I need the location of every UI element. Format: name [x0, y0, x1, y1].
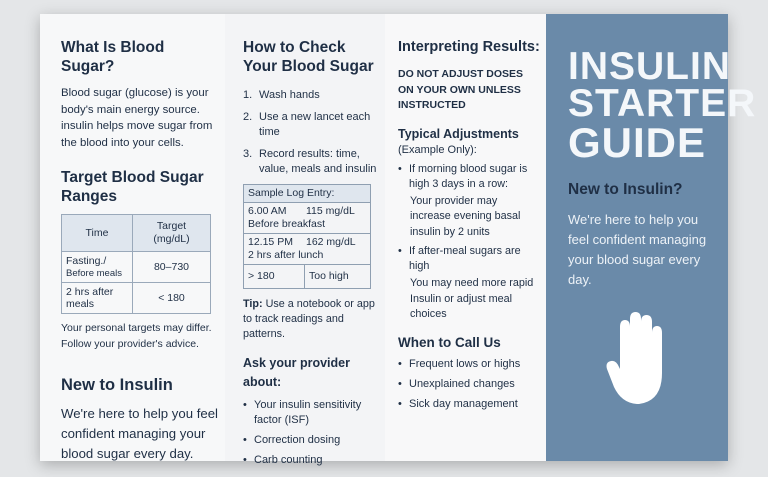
time-label-sub: Before meals — [66, 267, 122, 279]
list-item — [243, 147, 379, 178]
cover-title-line: STARTER — [568, 82, 757, 125]
log-entry — [244, 202, 371, 233]
col-header-target: Target (mg/dL) — [133, 215, 211, 252]
step-number: 1. — [243, 89, 253, 101]
list-item: • Your insulin sensitivity factor (ISF) — [243, 398, 379, 428]
log-note: Before breakfast — [248, 217, 326, 230]
new-to-insulin-body: We're here to help you feel confident managing your blood sugar every day. — [61, 406, 218, 461]
example-only-note: (Example Only): — [398, 143, 477, 156]
step-number: 2. — [243, 110, 253, 123]
interpreting-heading: Interpreting Results: — [398, 39, 540, 55]
tip-label: Tip: — [243, 297, 263, 310]
adjustments-list — [398, 162, 540, 192]
log-entry — [244, 233, 371, 264]
what-is-blood-sugar-heading: What Is Blood Sugar? — [61, 39, 165, 75]
log-time: 12.15 PM — [248, 235, 293, 248]
ask-provider-heading: Ask your provider about: — [243, 355, 350, 389]
list-item: • Carb counting — [243, 453, 379, 468]
list-item: • Sick day management — [398, 397, 540, 412]
personal-targets-note: Your personal targets may differ. Follow your provider's advice. — [61, 322, 212, 350]
table-cell-time — [62, 252, 133, 283]
how-to-check-heading: How to Check Your Blood Sugar — [243, 39, 374, 75]
list-item: • Correction dosing — [243, 433, 379, 448]
step-text: Record results: time, value, meals and insulin — [259, 147, 377, 175]
adjustment-detail: You may need more rapid Insulin or adjust meal choices — [410, 277, 534, 320]
time-label: 2 hrs after — [66, 286, 114, 298]
log-title: Sample Log Entry: — [244, 184, 371, 202]
adjustment-detail: Your provider may increase evening basal insulin by 2 units — [410, 194, 521, 238]
table-row — [62, 283, 211, 314]
table-cell-time — [62, 283, 133, 314]
adjustments-list — [398, 244, 540, 274]
panel-interpreting — [385, 14, 546, 461]
log-value: 162 mg/dL — [306, 235, 356, 248]
tip-text-block — [243, 297, 379, 342]
panel-how-to-check — [225, 14, 385, 466]
list-item — [243, 110, 379, 141]
log-value: 115 mg/dL — [306, 204, 355, 217]
table-row — [62, 252, 211, 283]
new-to-insulin-heading: New to Insulin — [61, 376, 173, 394]
table-row — [244, 233, 371, 264]
typical-adjustments-heading: Typical Adjustments — [398, 126, 519, 141]
cover-title-line: INSULIN — [568, 45, 731, 88]
call-list — [398, 357, 540, 412]
log-time: > 180 — [244, 264, 305, 288]
cover-title — [568, 45, 757, 166]
log-note: 2 hrs after lunch — [248, 248, 324, 261]
list-item: • If morning blood sugar is high 3 days in a row: — [398, 162, 540, 192]
sample-log-table — [243, 184, 371, 289]
table-cell-target: 80–730 — [133, 252, 211, 283]
table-row — [244, 202, 371, 233]
steps-list — [243, 88, 379, 178]
hand-icon — [606, 311, 672, 407]
table-row — [244, 264, 371, 288]
brochure — [40, 14, 757, 466]
step-text: Wash hands — [259, 89, 320, 101]
blood-sugar-intro: Blood sugar (glucose) is your body's main energy source. insulin helps move sugar from the blood into your cells. — [61, 87, 213, 149]
log-time: 6.00 AM — [248, 204, 287, 217]
list-item: • Unexplained changes — [398, 377, 540, 392]
cover-subtitle: New to Insulin? — [568, 181, 683, 198]
table-cell-target: < 180 — [133, 283, 211, 314]
panel-blood-sugar — [40, 14, 225, 461]
list-item: • If after-meal sugars are high — [398, 244, 540, 274]
col-header-time: Time — [62, 215, 133, 252]
log-value: Too high — [305, 264, 371, 288]
step-text: Use a new lancet each time — [259, 110, 371, 138]
ask-provider-list — [243, 398, 379, 468]
list-item — [243, 88, 379, 104]
step-number: 3. — [243, 147, 253, 160]
time-label: Fasting./ — [66, 254, 107, 267]
cover-body: We're here to help you feel confident managing your blood sugar every day. — [568, 212, 707, 287]
panel-cover — [546, 14, 757, 461]
target-ranges-heading: Target Blood Sugar Ranges — [61, 169, 204, 205]
list-item: • Frequent lows or highs — [398, 357, 540, 372]
when-to-call-heading: When to Call Us — [398, 334, 501, 350]
cover-title-line: GUIDE — [568, 119, 707, 166]
warning-text: DO NOT ADJUST DOSES ON YOUR OWN UNLESS INSTRUCTED — [398, 68, 524, 111]
time-label-sub: meals — [66, 298, 95, 310]
target-ranges-table — [61, 214, 211, 314]
tip-text: Use a notebook or app to track readings and patterns. — [243, 297, 375, 340]
